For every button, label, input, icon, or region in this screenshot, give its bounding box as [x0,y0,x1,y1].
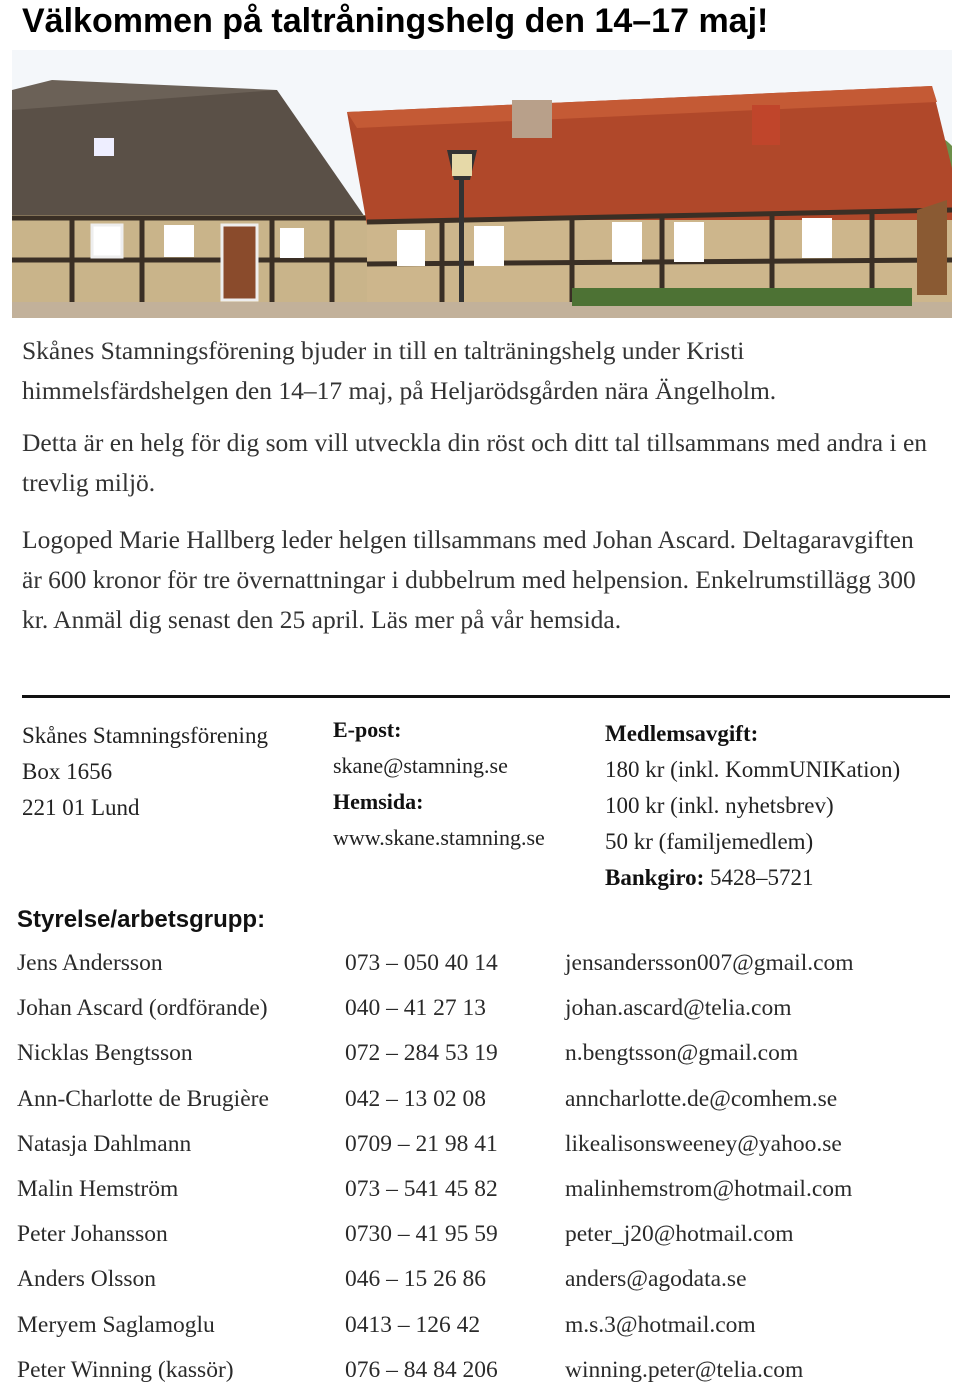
intro-paragraph-1: Skånes Stamningsförening bjuder in till en talträningshelg under Kristi himmelsfärdshelgen den 14–17 maj, på Heljarödsgården nära Ängelholm. [22,336,777,405]
web-label: Hemsida: [333,789,424,814]
web-link[interactable]: www.skane.stamning.se [333,825,545,850]
member-phone: 040 – 41 27 13 [345,995,486,1022]
member-phone: 072 – 284 53 19 [345,1040,498,1067]
po-box: Box 1656 [22,759,113,784]
address-block [22,718,268,826]
farmhouse-photo [12,50,952,318]
fees-block [605,716,900,896]
member-email[interactable]: anders@agodata.se [565,1266,747,1293]
member-phone: 0730 – 41 95 59 [345,1221,498,1248]
board-row [17,1124,957,1169]
member-name: Peter Winning (kassör) [17,1356,234,1383]
fee-item: 50 kr (familjemedlem) [605,829,814,854]
member-name: Ann-Charlotte de Brugière [17,1085,269,1112]
member-phone: 042 – 13 02 08 [345,1085,486,1112]
member-phone: 0413 – 126 42 [345,1311,481,1338]
member-name: Jens Andersson [17,950,163,976]
member-name: Nicklas Bengtsson [17,1040,193,1067]
board-row [17,1259,957,1304]
member-email[interactable]: likealisonsweeney@yahoo.se [565,1130,842,1157]
page-title: Välkommen på taltråningshelg den 14–17 maj! [22,2,769,40]
org-name: Skånes Stamningsförening [22,723,268,748]
board-list [17,943,957,1395]
board-title: Styrelse/arbetsgrupp: [17,906,266,933]
board-row [17,1350,957,1395]
postal-city: 221 01 Lund [22,795,140,820]
member-phone: 046 – 15 26 86 [345,1266,486,1293]
member-email[interactable]: n.bengtsson@gmail.com [565,1040,799,1067]
member-email[interactable]: malinhemstrom@hotmail.com [565,1175,853,1202]
member-name: Malin Hemström [17,1175,179,1202]
intro-paragraph-2: Detta är en helg för dig som vill utveckla din röst och ditt tal tillsammans med andra i en trevlig miljö. [22,428,928,497]
board-row [17,1305,957,1350]
board-row [17,988,957,1033]
member-phone: 073 – 050 40 14 [345,950,498,976]
bankgiro-label: Bankgiro: [605,865,705,890]
board-row [17,1033,957,1078]
contact-block [333,712,545,856]
divider [22,695,950,698]
fee-item: 100 kr (inkl. nyhetsbrev) [605,793,834,818]
fee-item: 180 kr (inkl. KommUNIKation) [605,757,901,782]
member-email[interactable]: anncharlotte.de@comhem.se [565,1085,838,1112]
board-row [17,1214,957,1259]
member-email[interactable]: jensandersson007@gmail.com [565,950,854,976]
board-row [17,1079,957,1124]
member-email[interactable]: peter_j20@hotmail.com [565,1221,794,1248]
bankgiro-number: 5428–5721 [710,865,814,890]
member-phone: 076 – 84 84 206 [345,1356,498,1383]
member-name: Johan Ascard (ordförande) [17,995,268,1022]
email-label: E-post: [333,717,402,742]
fees-label: Medlemsavgift: [605,721,759,746]
member-name: Peter Johansson [17,1221,168,1248]
member-phone: 0709 – 21 98 41 [345,1130,498,1157]
bankgiro [605,860,900,896]
member-name: Anders Olsson [17,1266,157,1293]
member-phone: 073 – 541 45 82 [345,1175,498,1202]
board-row [17,1169,957,1214]
member-name: Meryem Saglamoglu [17,1311,215,1338]
member-name: Natasja Dahlmann [17,1130,192,1157]
board-row [17,943,957,988]
member-email[interactable]: winning.peter@telia.com [565,1356,804,1383]
member-email[interactable]: johan.ascard@telia.com [565,995,792,1022]
email-link[interactable]: skane@stamning.se [333,753,508,778]
intro-paragraph-3: Logoped Marie Hallberg leder helgen tillsammans med Johan Ascard. Deltagaravgiften är 600 kronor för tre övernattningar i dubbelrum med helpension. Enkelrumstillägg 300 kr. Anmäl dig senast den 25 april. Läs mer på vår hemsida. [22,525,916,634]
member-email[interactable]: m.s.3@hotmail.com [565,1311,756,1338]
